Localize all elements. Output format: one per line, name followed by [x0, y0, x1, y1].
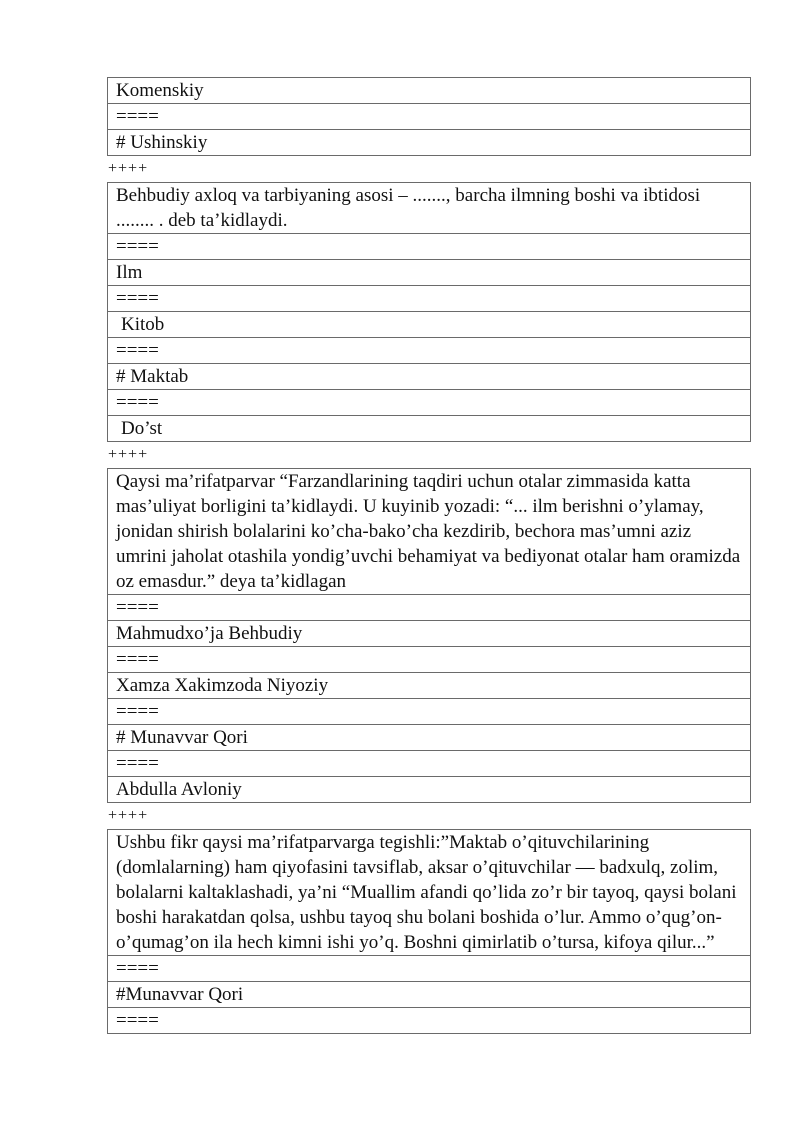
- question-table: [107, 182, 751, 442]
- answer-option-cell: Komenskiy: [116, 80, 204, 101]
- question-text-cell: Behbudiy axloq va tarbiyaning asosi – ......., barcha ilmning boshi va ibtidosi ........ . deb ta’kidlaydi.: [116, 185, 701, 231]
- answer-option-cell: Do’st: [108, 415, 750, 441]
- option-divider-cell: ====: [108, 1007, 750, 1033]
- question-separator: ++++: [108, 807, 149, 824]
- option-divider-cell: ====: [108, 698, 750, 724]
- question-separator: ++++: [108, 160, 149, 177]
- question-table: [107, 468, 751, 803]
- answer-option-cell: Kitob: [108, 311, 750, 337]
- question-table: [107, 829, 751, 1034]
- answer-option-cell: Ilm: [108, 259, 750, 285]
- correct-answer-cell: # Munavvar Qori: [108, 724, 750, 750]
- option-divider-cell: ====: [108, 337, 750, 363]
- question-separator: ++++: [108, 446, 149, 463]
- option-divider-cell: ====: [108, 750, 750, 776]
- correct-answer-cell: # Ushinskiy: [108, 129, 750, 155]
- option-divider-cell: ====: [108, 594, 750, 620]
- option-divider-cell: ====: [108, 103, 750, 129]
- correct-answer-cell: #Munavvar Qori: [108, 981, 750, 1007]
- question-table: [107, 77, 751, 156]
- correct-answer-cell: # Maktab: [108, 363, 750, 389]
- answer-option-cell: Mahmudxo’ja Behbudiy: [108, 620, 750, 646]
- question-text-cell: Qaysi ma’rifatparvar “Farzandlarining taqdiri uchun otalar zimmasida katta mas’uliyat borligini ta’kidlaydi. U kuyinib yozadi: “... ilm berishni o’ylamay, jonidan shirish bolalarini ko’cha-bako’cha kezdirib, bechora mas’umni aziz umrini jaholat otashila yondig’uvchi behamiyat va bediyonat otalar ham oramizda oz emasdur.” deya ta’kidlagan: [116, 471, 741, 592]
- option-divider-cell: ====: [108, 955, 750, 981]
- answer-option-cell: Abdulla Avloniy: [108, 776, 750, 802]
- option-divider-cell: ====: [108, 646, 750, 672]
- answer-option-cell: Xamza Xakimzoda Niyoziy: [108, 672, 750, 698]
- option-divider-cell: ====: [108, 233, 750, 259]
- option-divider-cell: ====: [108, 389, 750, 415]
- test-document: [107, 77, 751, 1034]
- option-divider-cell: ====: [108, 285, 750, 311]
- question-text-cell: Ushbu fikr qaysi ma’rifatparvarga tegishli:”Maktab o’qituvchilarining (domlalarning) ham qiyofasini tavsiflab, aksar o’qituvchilar — badxulq, zolim, bolalarni kaltaklashadi, ya’ni “Muallim afandi qo’lida zo’r bir tayoq, qaysi bolani boshi harakatdan qolsa, ushbu tayoq shu bolani boshida o’lur. Ammo o’qug’on-o’qumag’on ila hech kimni ishi yo’q. Boshni qimirlatib o’tursa, kifoya qilur...”: [116, 832, 737, 953]
